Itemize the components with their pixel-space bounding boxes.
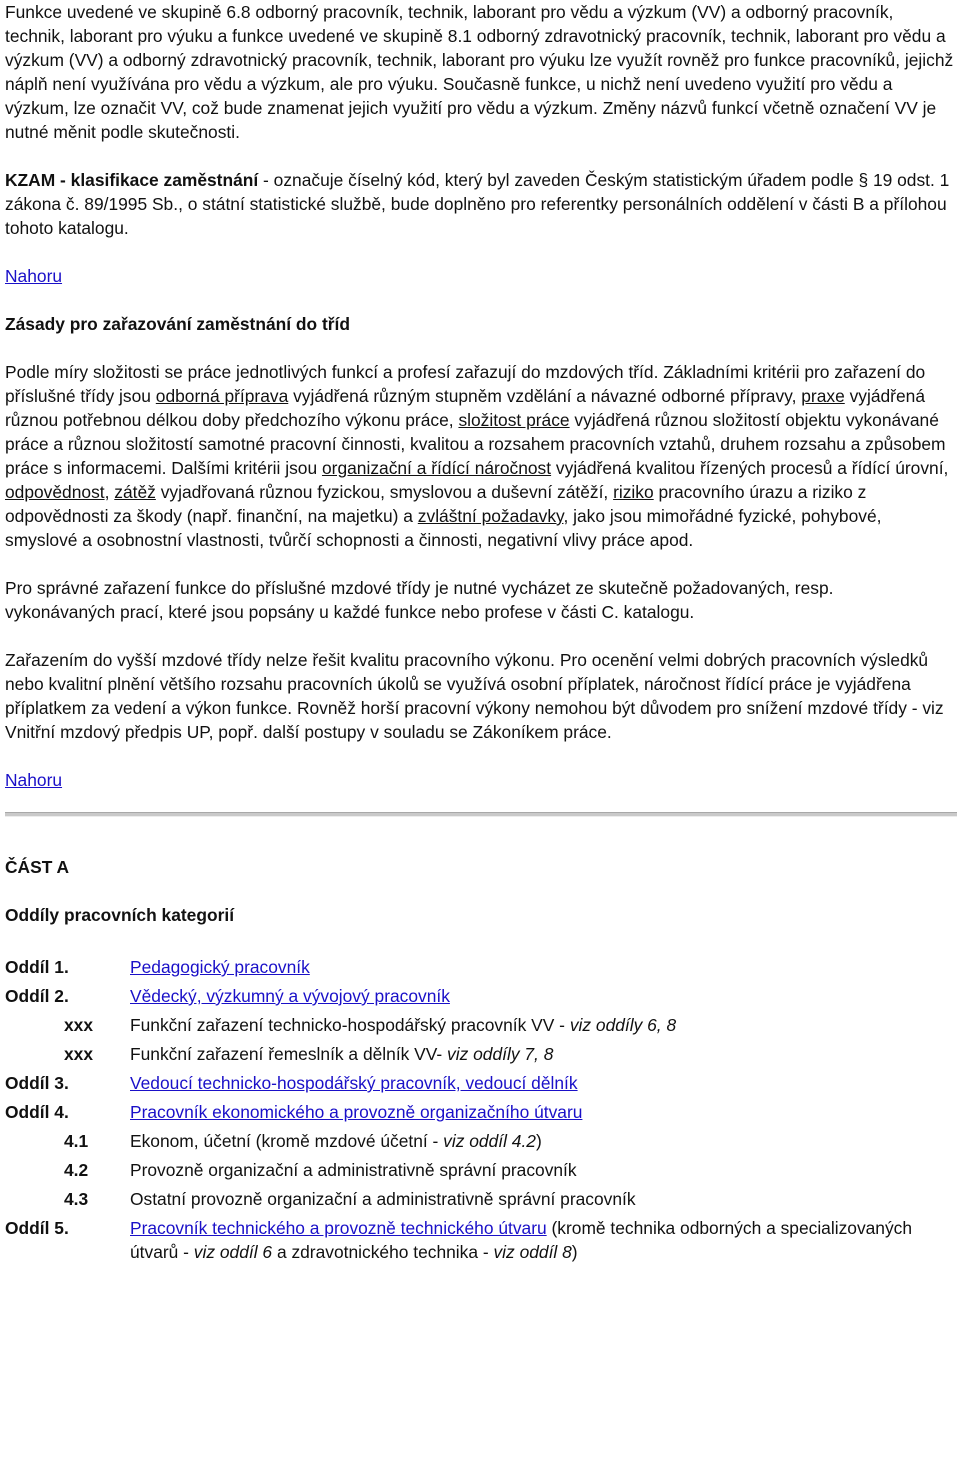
oddil-row	[5, 1185, 930, 1214]
paragraph-skupiny-s3: Změny názvů funkcí včetně označení VV je nutné měnit podle skutečnosti.	[5, 98, 937, 142]
zasady-text-g: vyjádřená kvalitou řízených procesů a řídící úrovní,	[551, 458, 949, 478]
oddil-3-link[interactable]: Vedoucí technicko-hospodářský pracovník, vedoucí dělník	[130, 1073, 578, 1093]
oddil-value	[130, 1069, 930, 1098]
oddil-row	[5, 1040, 930, 1069]
oddil-row	[5, 1098, 930, 1127]
zarazenim-text-c: Rovněž horší pracovní výkony nemohou být důvodem pro snížení mzdové třídy - viz Vnitřní mzdový předpis UP, popř. další postupy v souladu se Zákoníkem práce.	[5, 698, 944, 742]
oddil-key: 4.1	[64, 1131, 89, 1151]
oddil-value	[130, 1214, 930, 1264]
zasady-text-a: Podle míry složitosti se práce jednotlivých funkcí a profesí zařazují do mzdových tříd.	[5, 362, 659, 382]
nahoru-link[interactable]: Nahoru	[5, 266, 63, 286]
oddil-5-link[interactable]: Pracovník technického a provozně technického útvaru	[130, 1218, 547, 1238]
paragraph-skupiny-s2: Současně funkce, u nichž není uvedeno využití pro vědu a výzkum, lze označit VV, což bude znamenat jejich využití pro vědu a výzkum.	[5, 74, 893, 118]
oddil-value	[130, 1127, 930, 1156]
zasady-text-h: ,	[104, 482, 115, 502]
zasady-text-i: vyjadřovaná různou fyzickou, smyslovou a duševní zátěží,	[155, 482, 614, 502]
oddil-value	[130, 982, 930, 1011]
oddil-value	[130, 1040, 930, 1069]
oddil-text: Funkční zařazení řemeslník a dělník VV-	[130, 1044, 448, 1064]
term-zatez: zátěž	[114, 482, 156, 502]
oddil-key: Oddíl 1.	[5, 957, 69, 977]
term-organizacni-narocnost: organizační a řídící náročnost	[321, 458, 552, 478]
paragraph-skupiny	[5, 0, 956, 144]
oddil-value	[130, 953, 930, 982]
oddil-text: (kromě technika odborných a specializovaných útvarů -	[130, 1218, 913, 1262]
zasady-text-j: pracovního úrazu a riziko z odpovědnosti za škody (např. finanční, na majetku) a	[5, 482, 867, 526]
nahoru-link-2[interactable]: Nahoru	[5, 770, 63, 790]
oddil-key: Oddíl 4.	[5, 1102, 69, 1122]
oddil-text-end: )	[571, 1242, 578, 1262]
zasady-text-e: vyjádřená různou složitostí objektu vykonávané práce a různou složitostí samotné pracovní činnosti, kvalitou a rozsahem pracovních vztahů, druhem rozsahu a způsobem práce s informacemi.	[5, 410, 946, 478]
oddil-reference: viz oddíly 7, 8	[447, 1044, 554, 1064]
oddil-reference: viz oddíl 8	[493, 1242, 572, 1262]
oddil-value: Provozně organizační a administrativně správní pracovník	[130, 1160, 577, 1180]
zasady-text-b: Základními kritérii pro zařazení do příslušné třídy jsou	[5, 362, 926, 406]
oddil-value: Ostatní provozně organizační a administrativně správní pracovník	[130, 1189, 636, 1209]
term-odpovednost: odpovědnost	[5, 482, 105, 502]
term-zvlastni-pozadavky: zvláštní požadavky	[417, 506, 564, 526]
nahoru-link-container	[5, 264, 956, 288]
zarazenim-text-a: Zařazením do vyšší mzdové třídy nelze řešit kvalitu pracovního výkonu.	[5, 650, 555, 670]
oddil-value	[130, 1011, 930, 1040]
oddil-key: xxx	[64, 1044, 94, 1064]
kzam-law-ref: 19 odst. 1 zákona č. 89/1995 Sb.	[5, 170, 950, 214]
oddil-text: Funkční zařazení technicko-hospodářský pracovník VV -	[130, 1015, 570, 1035]
oddil-text-end: )	[535, 1131, 542, 1151]
spravne-line-2: vykonávaných prací, které jsou popsány u každé funkce nebo profese v části C. katalogu.	[5, 602, 695, 622]
paragraph-zasady	[5, 360, 956, 552]
paragraph-kzam	[5, 168, 956, 240]
spravne-line-1: Pro správné zařazení funkce do příslušné mzdové třídy je nutné vycházet ze skutečně požadovaných, resp.	[5, 578, 834, 598]
paragraph-skupiny-s1: Funkce uvedené ve skupině 6.8 odborný pracovník, technik, laborant pro vědu a výzkum (VV) a odborný pracovník, technik, laborant pro výuku a funkce uvedené ve skupině 8.1 odborný zdravotnický pracovník, technik, laborant pro vědu a výzkum (VV) a odborný zdravotnický pracovník, technik, laborant pro výuku lze využít rovněž pro funkce pracovníků, jejichž náplň není využívána pro vědu a výzkum, ale pro výuku.	[5, 2, 954, 94]
zasady-text-k: , jako jsou mimořádné fyzické, pohybové, smyslové a osobnostní vlastnosti, tvůrčí schopnosti a činnosti, negativní vlivy práce apod.	[5, 506, 882, 550]
section-sign-icon: §	[858, 170, 869, 190]
part-subtitle: Oddíly pracovních kategorií	[5, 905, 235, 925]
oddil-key: Oddíl 5.	[5, 1218, 69, 1238]
kzam-text-1: - označuje číselný kód, který byl zaveden Českým statistickým úřadem podle	[258, 170, 859, 190]
oddil-key: Oddíl 3.	[5, 1073, 69, 1093]
oddil-text: a zdravotnického technika -	[272, 1242, 494, 1262]
oddil-row	[5, 1214, 930, 1264]
oddil-key: xxx	[64, 1015, 94, 1035]
oddily-table	[5, 953, 930, 1264]
oddil-4-link[interactable]: Pracovník ekonomického a provozně organizačního útvaru	[130, 1102, 583, 1122]
oddil-row	[5, 1156, 930, 1185]
term-praxe: praxe	[801, 386, 845, 406]
oddil-row	[5, 1069, 930, 1098]
nahoru-link-container-2	[5, 768, 956, 792]
oddil-row	[5, 1011, 930, 1040]
oddil-2-link[interactable]: Vědecký, výzkumný a vývojový pracovník	[130, 986, 450, 1006]
term-riziko: riziko	[613, 482, 654, 502]
term-odborna-priprava: odborná příprava	[155, 386, 289, 406]
oddil-text: Ekonom, účetní (kromě mzdové účetní -	[130, 1131, 444, 1151]
oddil-row	[5, 953, 930, 982]
oddil-reference: viz oddíly 6, 8	[569, 1015, 677, 1035]
zasady-text-d: vyjádřená různou potřebnou délkou doby předchozího výkonu práce,	[5, 386, 925, 430]
oddil-reference: viz oddíl 4.2	[443, 1131, 536, 1151]
zasady-text-c: vyjádřená různým stupněm vzdělání a návazné odborné přípravy,	[288, 386, 802, 406]
oddil-key: Oddíl 2.	[5, 986, 69, 1006]
section-heading-zasady: Zásady pro zařazování zaměstnání do tříd	[5, 314, 351, 334]
oddil-reference: viz oddíl 6	[193, 1242, 273, 1262]
zasady-text-f: Dalšími kritérii jsou	[166, 458, 322, 478]
oddil-row	[5, 1127, 930, 1156]
oddil-key: 4.3	[64, 1189, 89, 1209]
paragraph-spravne-zarazeni	[5, 576, 956, 624]
term-slozitost-prace: složitost práce	[458, 410, 570, 430]
kzam-text-3: , o státní statistické službě, bude doplněno pro referentky personálních oddělení v části B a přílohou tohoto katalogu.	[5, 194, 947, 238]
oddil-key: 4.2	[64, 1160, 89, 1180]
kzam-term: KZAM - klasifikace zaměstnání	[5, 170, 259, 190]
part-title: ČÁST A	[5, 857, 70, 877]
horizontal-rule-wrap	[5, 792, 956, 817]
oddil-row	[5, 982, 930, 1011]
oddil-value	[130, 1098, 930, 1127]
zarazenim-text-b: Pro ocenění velmi dobrých pracovních výsledků nebo kvalitní plnění většího rozsahu pracovních úkolů se využívá osobní příplatek, náročnost řídící práce je vyjádřena příplatkem za vedení a výkon funkce.	[5, 650, 929, 718]
oddil-1-link[interactable]: Pedagogický pracovník	[130, 957, 310, 977]
paragraph-zarazenim	[5, 648, 956, 744]
